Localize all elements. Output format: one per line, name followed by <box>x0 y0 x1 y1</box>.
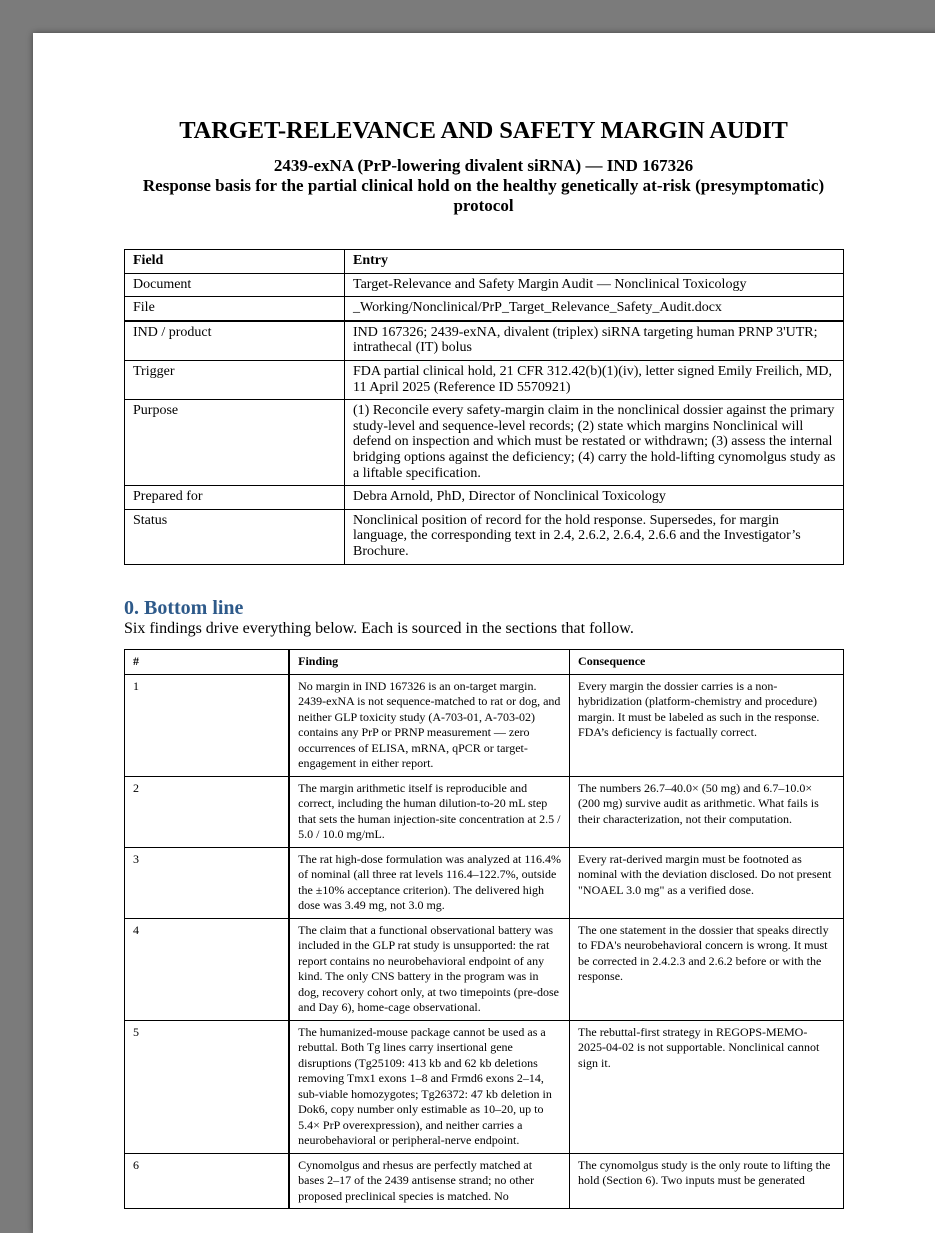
findings-table <box>124 649 844 1209</box>
finding-consequence: The rebuttal-first strategy in REGOPS-MEMO-2025-04-02 is not supportable. Nonclinical cannot sign it. <box>570 1020 844 1153</box>
metadata-entry: _Working/Nonclinical/PrP_Target_Relevance_Safety_Audit.docx <box>345 297 844 321</box>
table-row <box>125 847 844 918</box>
metadata-field: Trigger <box>125 360 345 399</box>
finding-number: 6 <box>125 1153 290 1209</box>
metadata-entry: (1) Reconcile every safety-margin claim in the nonclinical dossier against the primary study-level and sequence-level records; (2) state which margins Nonclinical will defend on inspection and which must be restated or withdrawn; (3) assess the internal bridging options against the deficiency; (4) carry the hold-lifting cynomolgus study as a liftable specification. <box>345 400 844 486</box>
section-heading-bottom-line: 0. Bottom line <box>124 597 244 619</box>
metadata-field: File <box>125 297 345 321</box>
metadata-field: Prepared for <box>125 486 345 510</box>
metadata-entry: FDA partial clinical hold, 21 CFR 312.42(b)(1)(iv), letter signed Emily Freilich, MD, 11 April 2025 (Reference ID 5570921) <box>345 360 844 399</box>
metadata-entry: IND 167326; 2439-exNA, divalent (triplex) siRNA targeting human PRNP 3'UTR; intrathecal (IT) bolus <box>345 321 844 361</box>
metadata-row-prepared-for <box>125 486 844 510</box>
document-page <box>33 33 935 1233</box>
finding-text: The claim that a functional observational battery was included in the GLP rat study is unsupported: the rat report contains no neurobehavioral endpoint of any kind. The only CNS battery in the program was in dog, recovery cohort only, at two timepoints (pre-dose and Day 6), home-cage observational. <box>289 918 569 1020</box>
finding-number: 4 <box>125 918 290 1020</box>
metadata-entry: Target-Relevance and Safety Margin Audit — Nonclinical Toxicology <box>345 273 844 297</box>
metadata-field: Document <box>125 273 345 297</box>
finding-text: No margin in IND 167326 is an on-target margin. 2439-exNA is not sequence-matched to rat or dog, and neither GLP toxicity study (A-703-01, A-703-02) contains any PrP or PRNP measurement — zero occurrences of ELISA, mRNA, qPCR or target-engagement in either report. <box>289 674 569 776</box>
document-subtitle-product: 2439-exNA (PrP-lowering divalent siRNA) — IND 167326 <box>273 156 694 175</box>
metadata-header-field: Field <box>125 250 345 274</box>
finding-consequence: The cynomolgus study is the only route to lifting the hold (Section 6). Two inputs must be generated <box>570 1153 844 1209</box>
findings-header-row <box>125 650 844 675</box>
finding-consequence: The numbers 26.7–40.0× (50 mg) and 6.7–10.0× (200 mg) survive audit as arithmetic. What fails is their characterization, not their computation. <box>570 776 844 847</box>
finding-number: 2 <box>125 776 290 847</box>
finding-text: Cynomolgus and rhesus are perfectly matched at bases 2–17 of the 2439 antisense strand; no other proposed preclinical species is matched. No <box>289 1153 569 1209</box>
table-row <box>125 918 844 1020</box>
finding-number: 3 <box>125 847 290 918</box>
metadata-row-document <box>125 273 844 297</box>
metadata-row-status <box>125 509 844 564</box>
findings-header-consequence: Consequence <box>570 650 844 675</box>
metadata-field: Purpose <box>125 400 345 486</box>
finding-consequence: Every margin the dossier carries is a non-hybridization (platform-chemistry and procedure) margin. It must be labeled as such in the response. FDA’s deficiency is factually correct. <box>570 674 844 776</box>
metadata-row-trigger <box>125 360 844 399</box>
findings-header-finding: Finding <box>289 650 569 675</box>
findings-header-number: # <box>125 650 290 675</box>
metadata-table <box>124 249 844 565</box>
metadata-row-purpose <box>125 400 844 486</box>
finding-text: The humanized-mouse package cannot be used as a rebuttal. Both Tg lines carry insertional gene disruptions (Tg25109: 413 kb and 62 kb deletions removing Tmx1 exons 1–8 and Frmd6 exons 2–14, sub-viable homozygotes; Tg26372: 47 kb deletion in Dok6, copy number only estimable as 10–20, up to 5.4× PrP overexpression), and neither carries a neurobehavioral or peripheral-nerve endpoint. <box>289 1020 569 1153</box>
document-subtitle-purpose: Response basis for the partial clinical hold on the healthy genetically at-risk (presymptomatic) protocol <box>142 176 825 215</box>
finding-consequence: The one statement in the dossier that speaks directly to FDA's neurobehavioral concern is wrong. It must be corrected in 2.4.2.3 and 2.6.2 before or with the response. <box>570 918 844 1020</box>
table-row <box>125 1020 844 1153</box>
table-row <box>125 1153 844 1209</box>
metadata-header-row <box>125 250 844 274</box>
metadata-header-entry: Entry <box>345 250 844 274</box>
table-row <box>125 776 844 847</box>
finding-text: The margin arithmetic itself is reproducible and correct, including the human dilution-to-20 mL step that sets the human injection-site concentration at 2.5 / 5.0 / 10.0 mg/mL. <box>289 776 569 847</box>
finding-number: 5 <box>125 1020 290 1153</box>
finding-text: The rat high-dose formulation was analyzed at 116.4% of nominal (all three rat levels 116.4–122.7%, outside the ±10% acceptance criterion). The delivered high dose was 3.49 mg, not 3.0 mg. <box>289 847 569 918</box>
metadata-field: Status <box>125 509 345 564</box>
finding-number: 1 <box>125 674 290 776</box>
finding-consequence: Every rat-derived margin must be footnoted as nominal with the deviation disclosed. Do not present "NOAEL 3.0 mg" as a verified dose. <box>570 847 844 918</box>
metadata-field: IND / product <box>125 321 345 361</box>
section-lead: Six findings drive everything below. Each is sourced in the sections that follow. <box>124 620 634 637</box>
metadata-row-file <box>125 297 844 321</box>
document-title: TARGET-RELEVANCE AND SAFETY MARGIN AUDIT <box>179 117 788 144</box>
metadata-entry: Nonclinical position of record for the hold response. Supersedes, for margin language, the corresponding text in 2.4, 2.6.2, 2.6.4, 2.6.6 and the Investigator’s Brochure. <box>345 509 844 564</box>
metadata-row-ind-product <box>125 321 844 361</box>
table-row <box>125 674 844 776</box>
metadata-entry: Debra Arnold, PhD, Director of Nonclinical Toxicology <box>345 486 844 510</box>
